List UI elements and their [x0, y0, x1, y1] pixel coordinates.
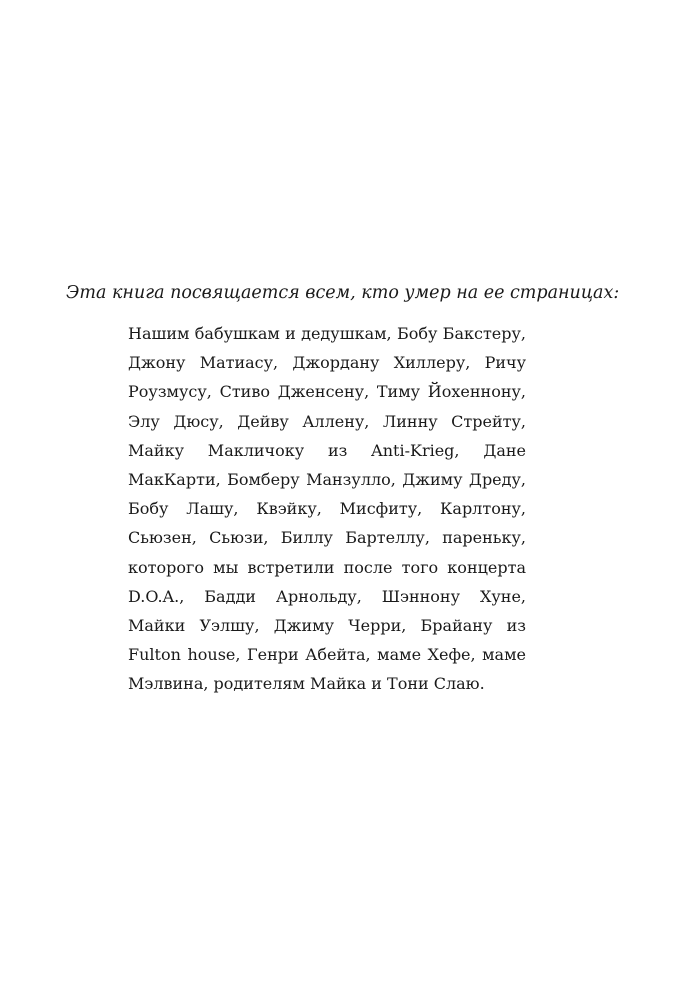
dedication-line: Бобу Лашу, Квэйку, Мисфиту, Карлтону, — [128, 499, 526, 519]
dedication-line: Майку Макличоку из Anti-Krieg, Дане — [128, 440, 526, 460]
dedication-heading: Эта книга посвящается всем, кто умер на ее страницах: — [66, 283, 620, 303]
dedication-line: Майки Уэлшу, Джиму Черри, Брайану из — [128, 616, 526, 636]
dedication-line: Fulton house, Генри Абейта, маме Хефе, маме — [128, 645, 526, 665]
dedication-line: Нашим бабушкам и дедушкам, Бобу Бакстеру, — [128, 324, 526, 343]
dedication-line: Элу Дюсу, Дейву Аллену, Линну Стрейту, — [128, 411, 526, 431]
dedication-line: которого мы встретили после того концерта — [128, 557, 526, 577]
dedication-line: Джону Матиасу, Джордану Хиллеру, Ричу — [128, 353, 526, 373]
dedication-line: МакКарти, Бомберу Манзулло, Джиму Дреду, — [128, 470, 526, 490]
dedication-line: Сьюзен, Сьюзи, Биллу Бартеллу, пареньку, — [128, 528, 526, 548]
dedication-line: Мэлвина, родителям Майка и Тони Слаю. — [128, 674, 485, 694]
dedication-text — [128, 319, 526, 699]
dedication-line: D.O.A., Бадди Арнольду, Шэннону Хуне, — [128, 586, 526, 606]
dedication-line: Роузмусу, Стиво Дженсену, Тиму Йохеннону, — [128, 382, 526, 402]
